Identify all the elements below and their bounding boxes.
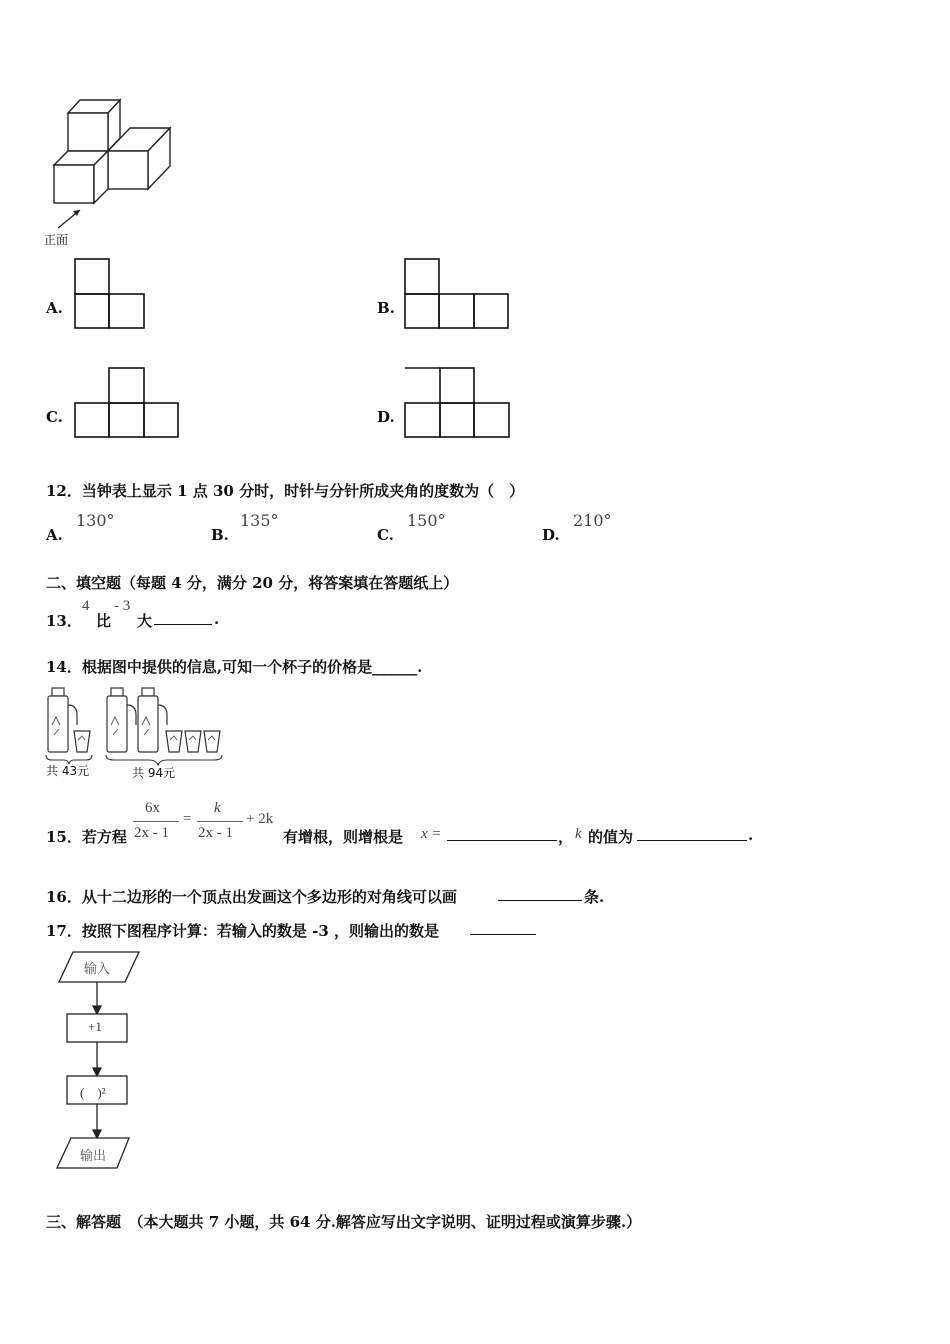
q16-answer-blank[interactable] xyxy=(498,886,582,901)
q13-end: . xyxy=(214,610,220,628)
q12-option-b-value: 135° xyxy=(240,511,279,530)
q13-answer-blank[interactable] xyxy=(154,610,212,625)
flow-input-label: 输入 xyxy=(84,962,111,977)
q12-option-c-letter: C. xyxy=(377,526,394,544)
q15-denominator-2: 2x - 1 xyxy=(198,825,233,841)
q14-label-2: 共 94元 xyxy=(132,766,176,780)
q12-option-a-letter: A. xyxy=(46,526,63,544)
flow-output-label: 输出 xyxy=(80,1149,107,1164)
q12-option-c-value: 150° xyxy=(407,511,446,530)
q15-numerator-2: k xyxy=(214,800,221,816)
section2-title: 二、填空题（每题 4 分，满分 20 分，将答案填在答题纸上） xyxy=(46,574,459,592)
q15-root-blank[interactable] xyxy=(447,826,557,841)
q13-value-a: 4 xyxy=(82,598,90,614)
front-label: 正面 xyxy=(44,233,69,247)
flowchart xyxy=(55,948,165,1178)
q13-da: 大 xyxy=(137,612,153,630)
q13-line xyxy=(46,598,346,630)
q13-value-b: - 3 xyxy=(114,598,131,614)
q15-k-blank[interactable] xyxy=(637,826,747,841)
q15-prefix: 15．若方程 xyxy=(46,828,127,846)
q15-mid: 有增根，则增根是 xyxy=(283,828,404,846)
q15-fraction-bar-1 xyxy=(133,821,179,822)
q14-stem: 14．根据图中提供的信息,可知一个杯子的价格是______. xyxy=(46,658,423,676)
q15-equals: = xyxy=(183,811,192,827)
option-a-letter: A. xyxy=(46,299,63,317)
q15-fraction-bar-2 xyxy=(197,821,243,822)
q16-stem: 16．从十二边形的一个顶点出发画这个多边形的对角线可以画 xyxy=(46,888,457,906)
q12-option-b-letter: B. xyxy=(211,526,229,544)
q17-stem: 17．按照下图程序计算：若输入的数是 -3 ，则输出的数是 xyxy=(46,922,439,940)
q15-numerator-1: 6x xyxy=(145,800,160,816)
option-a-view xyxy=(74,258,154,338)
flow-step1-label: +1 xyxy=(88,1019,102,1034)
option-d-letter: D. xyxy=(377,408,395,426)
q12-option-d-letter: D. xyxy=(542,526,560,544)
q15-x-eq: x = xyxy=(421,826,442,842)
option-b-letter: B. xyxy=(377,299,395,317)
q14-label-1: 共 43元 xyxy=(46,764,90,778)
q15-end: . xyxy=(748,826,754,844)
q15-plus-2k: + 2k xyxy=(246,811,274,827)
option-d-view xyxy=(404,367,514,447)
option-c-letter: C. xyxy=(46,408,63,426)
option-b-view xyxy=(404,258,514,338)
q12-option-d-value: 210° xyxy=(573,511,612,530)
q15-k: k xyxy=(575,826,582,842)
option-c-view xyxy=(74,367,184,447)
section3-title: 三、解答题 （本大题共 7 小题，共 64 分.解答应写出文字说明、证明过程或演算步骤.） xyxy=(46,1213,642,1231)
flow-step2-label: ( )² xyxy=(80,1085,106,1100)
q12-stem: 12．当钟表上显示 1 点 30 分时，时针与分针所成夹角的度数为（ ） xyxy=(46,482,525,500)
q13-number: 13． xyxy=(46,612,82,630)
q17-answer-blank[interactable] xyxy=(470,920,536,935)
q15-denominator-1: 2x - 1 xyxy=(134,825,169,841)
q15-tail: 的值为 xyxy=(588,828,634,846)
q15-comma: ， xyxy=(558,828,574,846)
q12-option-a-value: 130° xyxy=(76,511,115,530)
q13-bi: 比 xyxy=(96,612,112,630)
q16-end: 条. xyxy=(584,888,605,906)
